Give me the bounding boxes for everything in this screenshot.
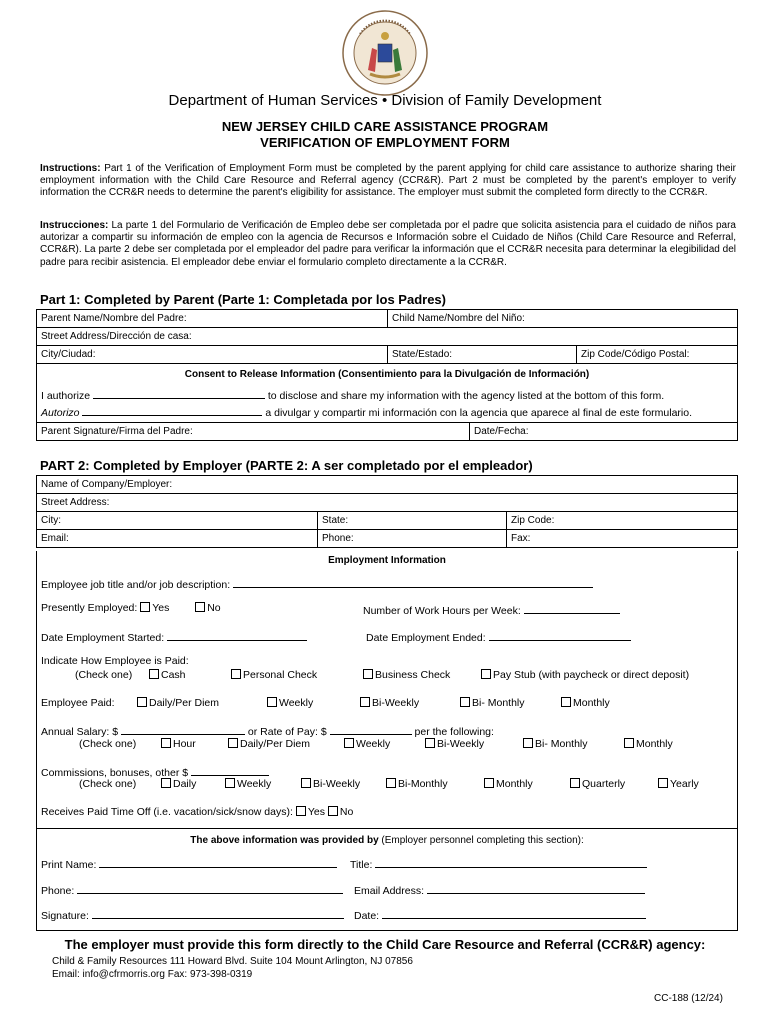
signature-label: Signature: (41, 910, 89, 922)
date-started-row (41, 629, 307, 644)
comm-daily-option (161, 778, 196, 790)
comm-yearly-label: Yearly (670, 778, 699, 790)
personal-check-checkbox[interactable] (231, 669, 241, 679)
employer-street-field[interactable] (37, 494, 738, 512)
program-title: NEW JERSEY CHILD CARE ASSISTANCE PROGRAM (221, 119, 549, 134)
employer-email-label: Email: (41, 533, 69, 544)
company-name-label: Name of Company/Employer: (41, 479, 173, 490)
employer-state-field[interactable] (318, 512, 507, 530)
employer-city-label: City: (41, 515, 61, 526)
paid-biweekly-label: Bi-Weekly (372, 697, 420, 709)
job-title-input[interactable] (233, 576, 593, 588)
instructions-text: Part 1 of the Verification of Employment Form must be completed by the parent applying for child care assistance to authorize sharing their employment information with the Child Care Resource and Referral agency (CCR&R). Part 2 must be completed by the parent's employer to verify information the CCR&R needs to determine the parent's eligibility for assistance. The employer must submit the completed form directly to the CCR&R. (40, 163, 736, 199)
email-address-input[interactable] (427, 882, 645, 894)
agency-address: Child & Family Resources 111 Howard Blvd. Suite 104 Mount Arlington, NJ 07856 (52, 956, 413, 967)
employment-info-box (36, 551, 738, 829)
comm-quarterly-label: Quarterly (582, 778, 626, 790)
paid-daily-checkbox[interactable] (137, 697, 147, 707)
parent-city-field[interactable] (37, 346, 388, 364)
employer-street-label: Street Address: (41, 497, 110, 508)
job-title-row (41, 576, 593, 591)
rate-of-pay-input[interactable] (330, 723, 412, 735)
check-one-label-1: (Check one) (75, 669, 133, 681)
child-name-field[interactable] (388, 310, 738, 328)
rate-weekly-option (344, 738, 390, 750)
paid-weekly-label: Weekly (279, 697, 314, 709)
business-check-option (363, 669, 450, 681)
parent-city-label: City/Ciudad: (41, 349, 96, 360)
phone2-row (41, 882, 343, 897)
comm-bimonthly-label: Bi-Monthly (398, 778, 448, 790)
phone2-label: Phone: (41, 885, 75, 897)
parent-state-label: State/Estado: (392, 349, 453, 360)
consent-title: Consent to Release Information (Consentimiento para la Divulgación de Información) (184, 369, 590, 380)
work-hours-label: Number of Work Hours per Week: (363, 605, 521, 617)
comm-weekly-checkbox[interactable] (225, 778, 235, 788)
department-heading: Department of Human Services • Division of Family Development (168, 92, 602, 109)
parent-zip-field[interactable] (577, 346, 738, 364)
parent-street-label: Street Address/Dirección de casa: (41, 331, 192, 342)
paid-daily-label: Daily/Per Diem (149, 697, 220, 709)
rate-biweekly-option (425, 738, 484, 750)
rate-biweekly-label: Bi-Weekly (437, 738, 485, 750)
rate-daily-checkbox[interactable] (228, 738, 238, 748)
authorize-es-line (41, 404, 692, 419)
employer-state-label: State: (322, 515, 349, 526)
comm-quarterly-option (570, 778, 625, 790)
rate-weekly-checkbox[interactable] (344, 738, 354, 748)
annual-salary-input[interactable] (121, 723, 245, 735)
provided-by-rest: (Employer personnel completing this section): (378, 835, 584, 846)
authorize-en-text: to disclose and share my information with the agency listed at the bottom of this form. (267, 390, 665, 402)
print-name-label: Print Name: (41, 859, 97, 871)
title-label: Title: (350, 859, 373, 871)
provided-by-box (36, 828, 738, 931)
parent-signature-table (36, 422, 738, 441)
work-hours-row (363, 602, 620, 617)
comm-weekly-label: Weekly (237, 778, 272, 790)
parent-name-label: Parent Name/Nombre del Padre: (41, 313, 187, 324)
paid-daily-option (137, 697, 219, 709)
paid-weekly-checkbox[interactable] (267, 697, 277, 707)
pay-stub-option (481, 669, 689, 681)
provided-by-heading (37, 835, 737, 846)
check-one-label-2: (Check one) (79, 738, 137, 750)
comm-biweekly-checkbox[interactable] (301, 778, 311, 788)
authorize-en-line (41, 387, 664, 402)
title-input[interactable] (375, 856, 647, 868)
paid-monthly-option (561, 697, 610, 709)
print-name-input[interactable] (99, 856, 337, 868)
agency-contact: Email: info@cfrmorris.org Fax: 973-398-0319 (52, 969, 253, 980)
email-address-row (354, 882, 645, 897)
part2-table (36, 475, 738, 548)
paid-biweekly-checkbox[interactable] (360, 697, 370, 707)
cash-checkbox[interactable] (149, 669, 159, 679)
commissions-label: Commissions, bonuses, other $ (41, 767, 189, 779)
employed-no-checkbox[interactable] (195, 602, 205, 612)
company-name-field[interactable] (37, 476, 738, 494)
provided-by-bold: The above information was provided by (190, 835, 379, 846)
pto-no-checkbox[interactable] (328, 806, 338, 816)
comm-monthly-label: Monthly (496, 778, 533, 790)
date-ended-input[interactable] (489, 629, 631, 641)
pto-yes-checkbox[interactable] (296, 806, 306, 816)
form-title: VERIFICATION OF EMPLOYMENT FORM (260, 135, 510, 150)
pto-row (41, 806, 353, 818)
authorize-en-label: I authorize (41, 390, 91, 402)
date-ended-row (366, 629, 631, 644)
employer-signature-input[interactable] (92, 907, 344, 919)
business-check-label: Business Check (375, 669, 451, 681)
employment-info-heading: Employment Information (328, 555, 446, 566)
comm-yearly-checkbox[interactable] (658, 778, 668, 788)
authorize-en-input[interactable] (93, 387, 265, 399)
check-one-label-3: (Check one) (79, 778, 137, 790)
commissions-row (41, 764, 269, 779)
parent-signature-label: Parent Signature/Firma del Padre: (41, 426, 193, 437)
phone2-input[interactable] (77, 882, 343, 894)
authorize-es-label: Autorizo (41, 407, 80, 419)
paid-bimonthly-option (460, 697, 525, 709)
comm-biweekly-label: Bi-Weekly (313, 778, 361, 790)
title-row (350, 856, 647, 871)
employer-date-label: Date: (354, 910, 380, 922)
annual-salary-label: Annual Salary: $ (41, 726, 119, 738)
part1-table (36, 309, 738, 364)
commissions-input[interactable] (191, 764, 269, 776)
job-title-label: Employee job title and/or job description: (41, 579, 231, 591)
part2-heading: PART 2: Completed by Employer (PARTE 2: A ser completado por el empleador) (40, 458, 533, 473)
annual-salary-row (41, 723, 494, 738)
per-following-label: per the following: (414, 726, 494, 738)
business-check-checkbox[interactable] (363, 669, 373, 679)
employer-fax-label: Fax: (511, 533, 531, 544)
yes-label: Yes (152, 602, 170, 614)
cash-option (149, 669, 186, 681)
employer-zip-label: Zip Code: (511, 515, 555, 526)
parent-signature-field[interactable] (37, 423, 470, 441)
comm-bimonthly-checkbox[interactable] (386, 778, 396, 788)
instructions-english (40, 163, 736, 200)
parent-state-field[interactable] (388, 346, 577, 364)
rate-biweekly-checkbox[interactable] (425, 738, 435, 748)
parent-zip-label: Zip Code/Código Postal: (581, 349, 690, 360)
employer-fax-field[interactable] (507, 530, 738, 548)
authorize-es-input[interactable] (82, 404, 262, 416)
date-ended-label: Date Employment Ended: (366, 632, 486, 644)
comm-monthly-option (484, 778, 533, 790)
presently-employed-row (41, 602, 221, 614)
paid-bimonthly-checkbox[interactable] (460, 697, 470, 707)
paid-bimonthly-label: Bi- Monthly (472, 697, 525, 709)
date-started-label: Date Employment Started: (41, 632, 165, 644)
work-hours-input[interactable] (524, 602, 620, 614)
part1-heading: Part 1: Completed by Parent (Parte 1: Completada por los Padres) (40, 292, 446, 307)
employer-phone-label: Phone: (322, 533, 354, 544)
comm-bimonthly-option (386, 778, 448, 790)
state-seal-logo (342, 10, 428, 96)
consent-box (36, 363, 738, 423)
signature-row (41, 907, 344, 922)
rate-of-pay-label: or Rate of Pay: $ (247, 726, 327, 738)
employer-city-field[interactable] (37, 512, 318, 530)
rate-monthly-checkbox[interactable] (624, 738, 634, 748)
rate-monthly-label: Monthly (636, 738, 673, 750)
personal-check-option (231, 669, 317, 681)
rate-bimonthly-checkbox[interactable] (523, 738, 533, 748)
rate-hour-label: Hour (173, 738, 196, 750)
paid-monthly-label: Monthly (573, 697, 610, 709)
paid-weekly-option (267, 697, 313, 709)
parent-street-field[interactable] (37, 328, 738, 346)
paid-monthly-checkbox[interactable] (561, 697, 571, 707)
print-name-row (41, 856, 337, 871)
pto-no-label: No (339, 806, 354, 818)
comm-yearly-option (658, 778, 699, 790)
authorize-es-text: a divulgar y compartir mi información con la agencia que aparece al final de este formulario. (265, 407, 693, 419)
instructions-spanish (40, 220, 736, 269)
child-name-label: Child Name/Nombre del Niño: (392, 313, 525, 324)
rate-daily-label: Daily/Per Diem (240, 738, 311, 750)
comm-daily-checkbox[interactable] (161, 778, 171, 788)
rate-hour-checkbox[interactable] (161, 738, 171, 748)
employer-date-row (354, 907, 646, 922)
rate-bimonthly-label: Bi- Monthly (535, 738, 588, 750)
employer-zip-field[interactable] (507, 512, 738, 530)
pto-yes-label: Yes (307, 806, 325, 818)
how-paid-label: Indicate How Employee is Paid: (41, 655, 189, 667)
rate-daily-option (228, 738, 310, 750)
employer-phone-field[interactable] (318, 530, 507, 548)
parent-date-label: Date/Fecha: (474, 426, 529, 437)
comm-quarterly-checkbox[interactable] (570, 778, 580, 788)
comm-monthly-checkbox[interactable] (484, 778, 494, 788)
rate-weekly-label: Weekly (356, 738, 391, 750)
instrucciones-text: La parte 1 del Formulario de Verificación de Empleo debe ser completada por el padre que solicita asistencia para el cuidado de niños para autorizar a compartir su información de empleo con la agencia de Recursos e Información sobre el Cuidado de Niños (Child Care Resource and Referral, CCR&R). La parte 2 debe ser completada por el empleador del padre para verificar la información que el CCR&R necesita para determinar la elegibilidad del padre para recibir asistencia. El empleador debe enviar el formulario completo directamente a la CCR&R. (40, 220, 736, 268)
comm-daily-label: Daily (173, 778, 197, 790)
presently-employed-label: Presently Employed: (41, 602, 138, 614)
footer-notice: The employer must provide this form directly to the Child Care Resource and Referral (CCR&R) agency: (64, 937, 706, 952)
employer-email-field[interactable] (37, 530, 318, 548)
cash-label: Cash (161, 669, 186, 681)
instrucciones-label: Instrucciones: (40, 220, 109, 231)
pay-stub-label: Pay Stub (with paycheck or direct deposit) (493, 669, 690, 681)
date-started-input[interactable] (167, 629, 307, 641)
employed-yes-checkbox[interactable] (140, 602, 150, 612)
personal-check-label: Personal Check (243, 669, 318, 681)
parent-date-field[interactable] (470, 423, 738, 441)
employer-date-input[interactable] (382, 907, 646, 919)
no-label: No (207, 602, 221, 614)
pto-label: Receives Paid Time Off (i.e. vacation/sick/snow days): (41, 806, 293, 818)
rate-bimonthly-option (523, 738, 588, 750)
comm-biweekly-option (301, 778, 360, 790)
rate-monthly-option (624, 738, 673, 750)
pay-stub-checkbox[interactable] (481, 669, 491, 679)
paid-biweekly-option (360, 697, 419, 709)
instructions-label: Instructions: (40, 163, 101, 174)
email-address-label: Email Address: (354, 885, 425, 897)
comm-weekly-option (225, 778, 271, 790)
parent-name-field[interactable] (37, 310, 388, 328)
employee-paid-label: Employee Paid: (41, 697, 115, 709)
form-number: CC-188 (12/24) (654, 993, 723, 1004)
rate-hour-option (161, 738, 196, 750)
